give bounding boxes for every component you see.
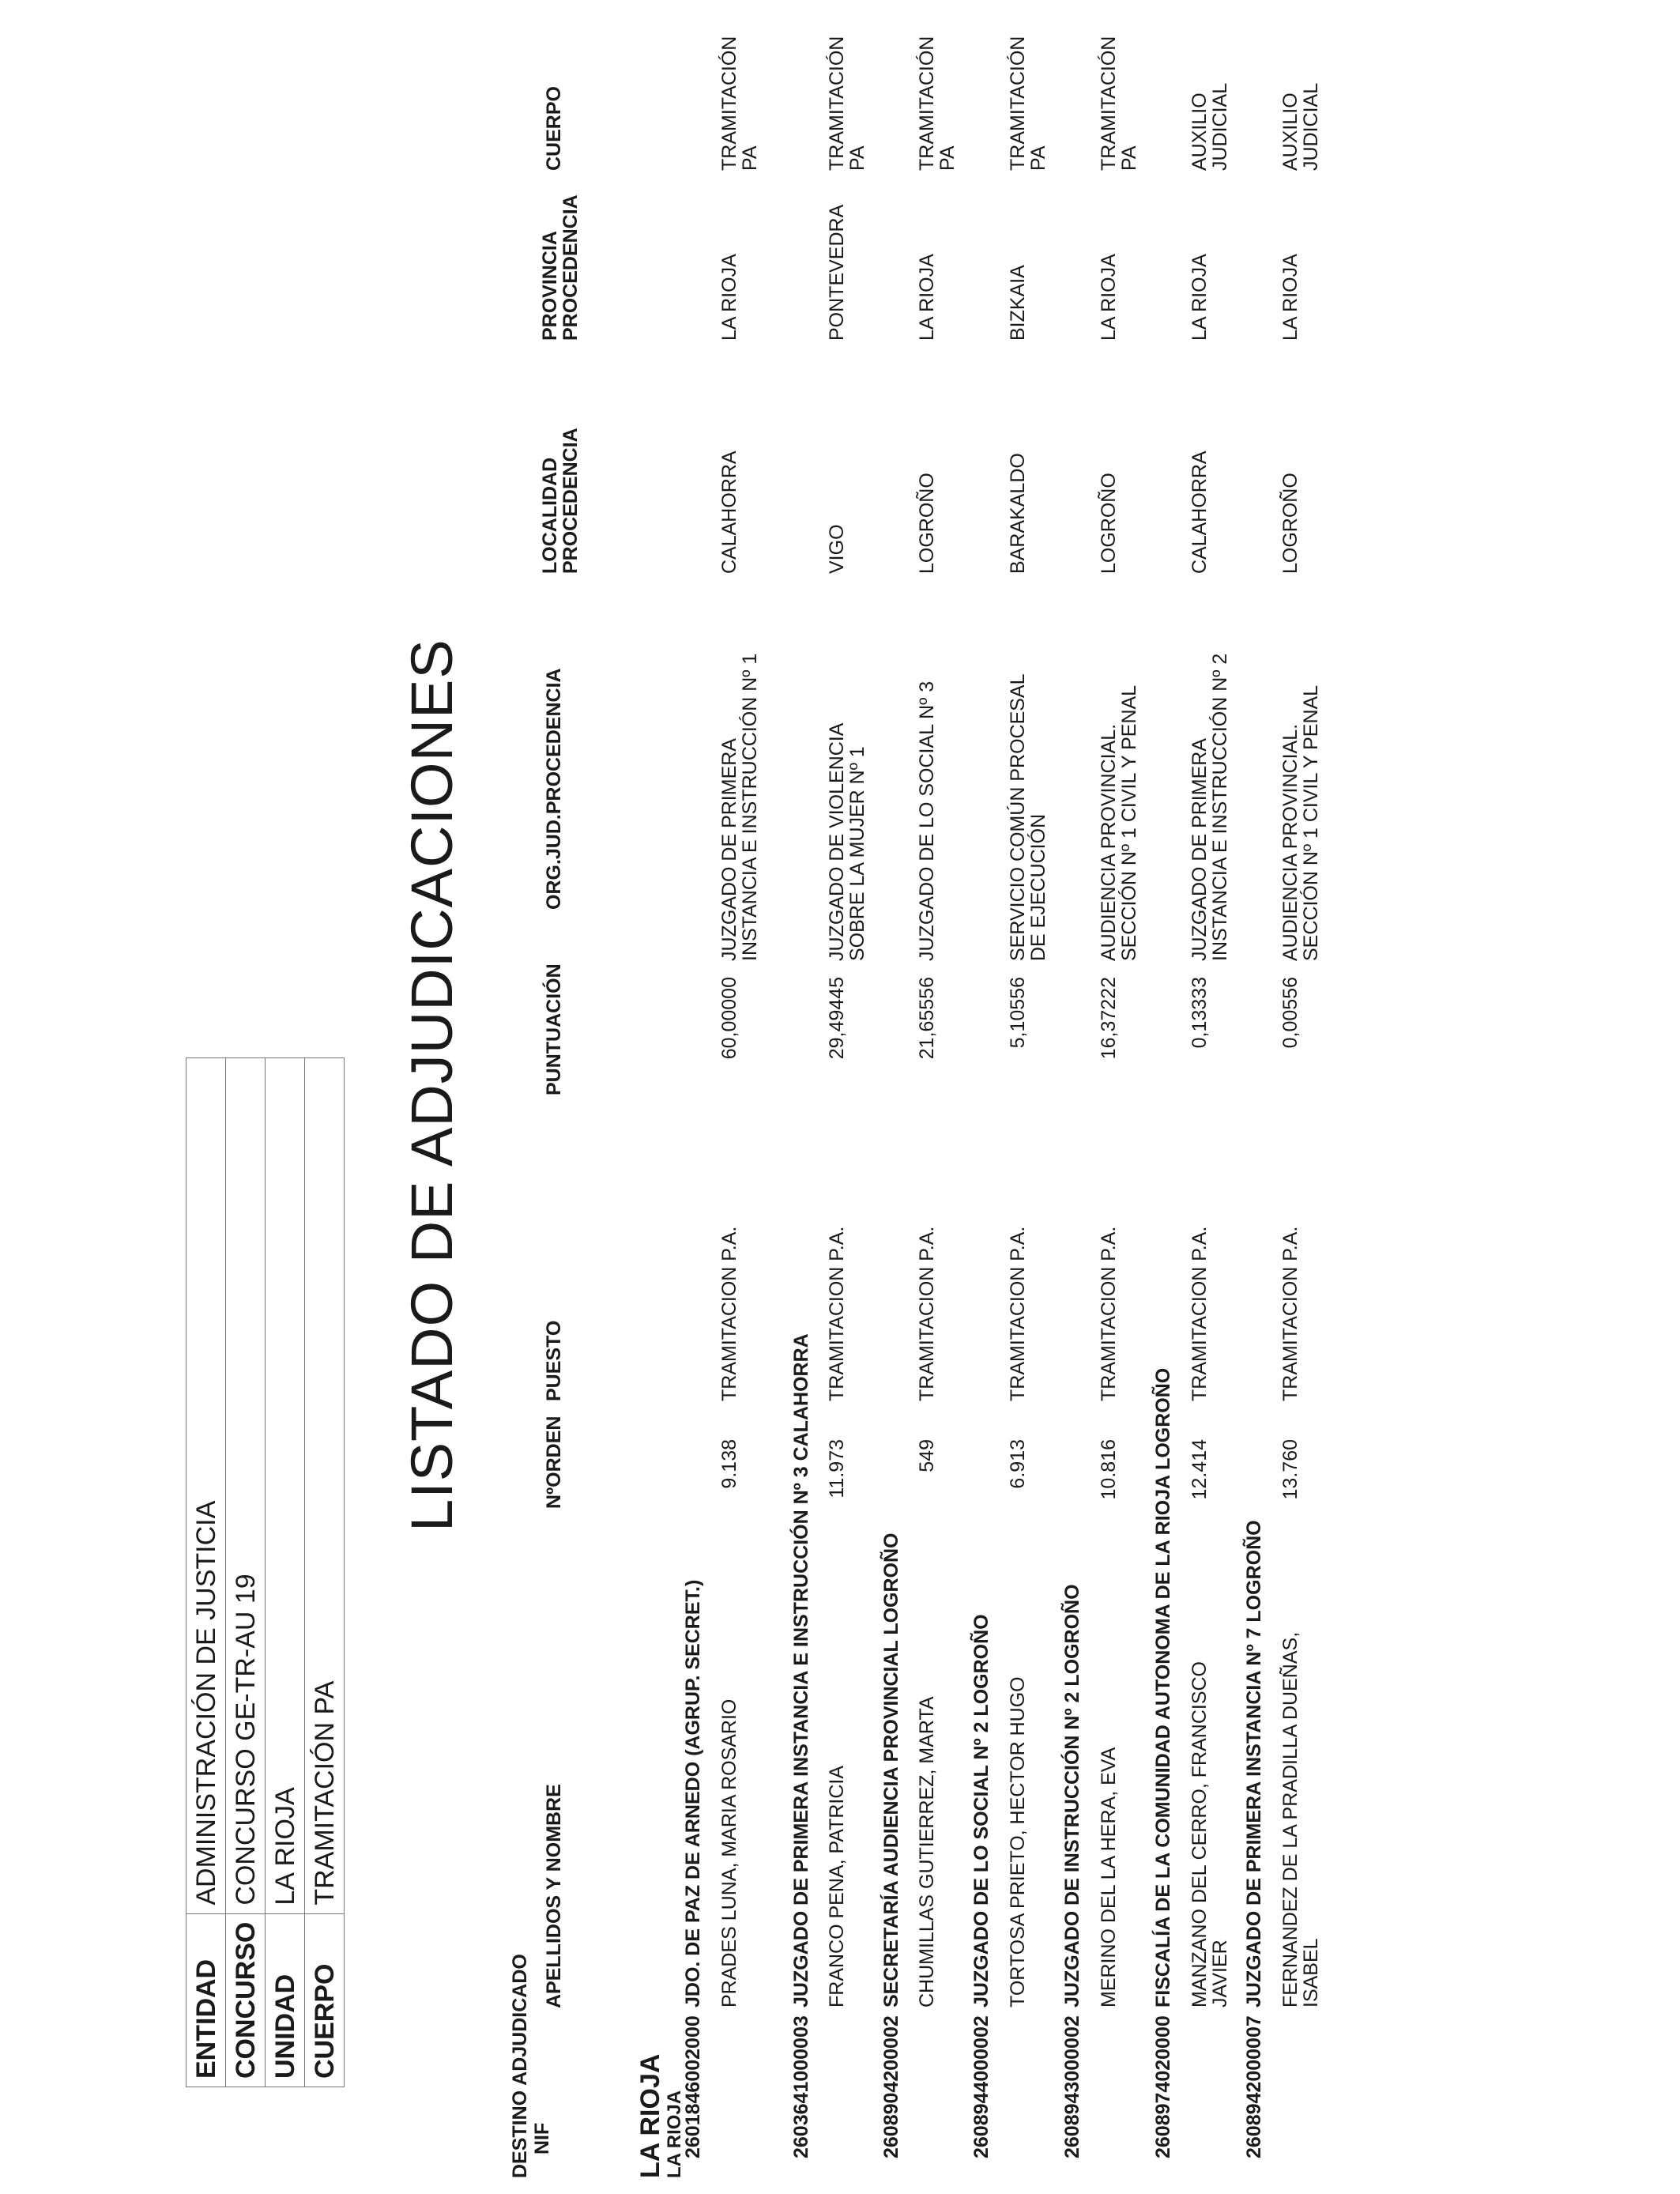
header-info-table [186, 1057, 345, 2087]
group-cuerpo-line2: JUDICIAL [1300, 82, 1323, 171]
group-cuerpo-line2: PA [1027, 145, 1050, 171]
group-org-line1: JUZGADO DE PRIMERA [1188, 738, 1211, 961]
group-destination: JUZGADO DE PRIMERA INSTANCIA Nº 7 LOGROÑO [1243, 1520, 1265, 2007]
group-provincia: LA RIOJA [1279, 254, 1301, 341]
group-puntuacion: 0,13333 [1188, 977, 1211, 1049]
group-puesto: TRAMITACION P.A. [1279, 1226, 1301, 1401]
group-localidad: LOGROÑO [1279, 473, 1301, 574]
group-cuerpo [1008, 36, 1049, 171]
group-cuerpo [719, 36, 761, 171]
col-localidad-line1: LOCALIDAD [539, 457, 561, 574]
group-localidad: BARAKALDO [1007, 453, 1029, 574]
group-provincia: LA RIOJA [718, 254, 740, 341]
group-org-line1: SERVICIO COMÚN PROCESAL [1007, 673, 1029, 961]
group-org-line2: SOBRE LA MUJER Nº 1 [846, 746, 869, 961]
col-destino-adjudicado: DESTINO ADJUDICADO [509, 1954, 531, 2178]
col-org-jud-procedencia: ORG.JUD.PROCEDENCIA [543, 668, 565, 910]
group-cuerpo-line1: TRAMITACIÓN [916, 36, 938, 171]
col-puntuacion: PUNTUACIÓN [543, 963, 565, 1095]
group-code: 2608944000002 [970, 2015, 993, 2158]
group-cuerpo-line1: TRAMITACIÓN [1007, 36, 1029, 171]
group-org-line1: AUDIENCIA PROVINCIAL. [1279, 723, 1301, 961]
group-code: 2608943000002 [1061, 2015, 1083, 2158]
group-norden: 9.138 [718, 1439, 740, 1489]
entidad-label: ENTIDAD [186, 1913, 226, 2087]
group-cuerpo-line1: AUXILIO [1279, 92, 1301, 171]
group-localidad: CALAHORRA [1188, 450, 1211, 574]
group-org-line2: SECCIÓN Nº 1 CIVIL Y PENAL [1118, 684, 1141, 961]
group-localidad: LOGROÑO [916, 473, 938, 574]
group-norden: 13.760 [1279, 1439, 1301, 1500]
group-cuerpo-line1: AUXILIO [1188, 92, 1211, 171]
group-puntuacion: 5,10556 [1007, 977, 1029, 1049]
group-org [1189, 654, 1231, 961]
group-name-line2: JAVIER [1209, 1940, 1232, 2007]
group-org-line2: INSTANCIA E INSTRUCCIÓN Nº 2 [1209, 653, 1232, 961]
col-provincia-line1: PROVINCIA [539, 231, 561, 341]
group-puesto: TRAMITACION P.A. [826, 1226, 848, 1401]
group-name: TORTOSA PRIETO, HECTOR HUGO [1007, 1676, 1029, 2007]
group-provincia: LA RIOJA [1188, 254, 1211, 341]
unidad-label: UNIDAD [266, 1913, 305, 2087]
group-puntuacion: 29,49445 [826, 977, 848, 1060]
group-cuerpo [1098, 36, 1140, 171]
group-puesto: TRAMITACION P.A. [718, 1226, 740, 1401]
group-cuerpo-line2: PA [1118, 145, 1141, 171]
group-localidad: VIGO [826, 524, 848, 574]
group-org [719, 654, 761, 961]
cuerpo-label: CUERPO [305, 1913, 345, 2087]
col-norden: NºORDEN [543, 1416, 565, 1509]
group-norden: 10.816 [1098, 1439, 1120, 1500]
group-org-line2: INSTANCIA E INSTRUCCIÓN Nº 1 [739, 653, 762, 961]
cuerpo-value: TRAMITACIÓN PA [305, 1057, 345, 1913]
group-code: 2608942000007 [1243, 2015, 1265, 2158]
group-org-line2: SECCIÓN Nº 1 CIVIL Y PENAL [1300, 684, 1323, 961]
group-destination: JUZGADO DE INSTRUCCIÓN Nº 2 LOGROÑO [1061, 1584, 1083, 2007]
group-org-line1: JUZGADO DE PRIMERA [718, 738, 740, 961]
group-norden: 11.973 [826, 1439, 848, 1498]
group-org-line2: DE EJECUCIÓN [1027, 813, 1050, 961]
group-name-line2: ISABEL [1300, 1938, 1323, 2007]
group-code: 2601846002000 [682, 2015, 704, 2158]
group-org-line1: JUZGADO DE VIOLENCIA [826, 722, 848, 961]
col-apellidos: APELLIDOS Y NOMBRE [543, 1784, 565, 2008]
col-cuerpo: CUERPO [543, 86, 565, 171]
group-cuerpo [1189, 83, 1231, 171]
col-nif: NIF [531, 2122, 553, 2154]
group-cuerpo-line1: TRAMITACIÓN [1098, 36, 1120, 171]
group-name: PRADES LUNA, MARIA ROSARIO [718, 1698, 740, 2007]
entidad-value: ADMINISTRACIÓN DE JUSTICIA [186, 1057, 226, 1913]
group-org [1008, 673, 1049, 961]
col-localidad-line2: PROCEDENCIA [559, 428, 582, 574]
group-cuerpo [1280, 83, 1322, 171]
group-cuerpo-line1: TRAMITACIÓN [826, 36, 848, 171]
group-cuerpo-line2: PA [846, 145, 869, 171]
group-puesto: TRAMITACION P.A. [1098, 1226, 1120, 1401]
group-localidad: LOGROÑO [1098, 473, 1120, 574]
group-puesto: TRAMITACION P.A. [1188, 1226, 1211, 1401]
group-destination: FISCALÍA DE LA COMUNIDAD AUTONOMA DE LA RIOJA LOGROÑO [1152, 1367, 1174, 2007]
group-code: 2608904200002 [880, 2015, 902, 2158]
group-name [1280, 1632, 1322, 2007]
group-puntuacion: 0,00556 [1279, 977, 1301, 1049]
group-cuerpo-line2: JUDICIAL [1209, 82, 1232, 171]
group-norden: 12.414 [1188, 1439, 1211, 1500]
group-destination: JUZGADO DE PRIMERA INSTANCIA E INSTRUCCIÓN Nº 3 CALAHORRA [790, 1333, 812, 2007]
group-cuerpo-line2: PA [936, 145, 959, 171]
concurso-value: CONCURSO GE-TR-AU 19 [226, 1057, 266, 1913]
col-puesto: PUESTO [543, 1320, 565, 1401]
col-localidad-procedencia [540, 428, 582, 574]
col-provincia-procedencia [540, 194, 582, 341]
group-cuerpo [827, 36, 868, 171]
group-cuerpo [917, 36, 959, 171]
group-localidad: CALAHORRA [718, 450, 740, 574]
concurso-label: CONCURSO [226, 1913, 266, 2087]
group-cuerpo-line1: TRAMITACIÓN [718, 36, 740, 171]
group-provincia: BIZKAIA [1007, 265, 1029, 341]
group-name-line1: MANZANO DEL CERRO, FRANCISCO [1188, 1661, 1211, 2007]
group-destination: SECRETARÍA AUDIENCIA PROVINCIAL LOGROÑO [880, 1532, 902, 2007]
group-org [1280, 685, 1322, 961]
region-title: LA RIOJA [635, 2053, 665, 2178]
group-org [1098, 685, 1140, 961]
group-destination: JUZGADO DE LO SOCIAL Nº 2 LOGROÑO [970, 1614, 993, 2007]
group-name-line1: FERNANDEZ DE LA PRADILLA DUEÑAS, [1279, 1631, 1301, 2007]
group-destination: JDO. DE PAZ DE ARNEDO (AGRUP. SECRET.) [682, 1579, 704, 2007]
group-puntuacion: 16,37222 [1098, 977, 1120, 1060]
subregion-title: LA RIOJA [664, 2090, 685, 2178]
group-org [917, 681, 937, 961]
group-puesto: TRAMITACION P.A. [1007, 1226, 1029, 1401]
group-name: MERINO DEL LA HERA, EVA [1098, 1747, 1120, 2007]
group-puntuacion: 21,65556 [916, 977, 938, 1060]
group-org [827, 723, 868, 961]
group-name: CHUMILLAS GUTIERREZ, MARTA [916, 1696, 938, 2007]
group-org-line1: JUZGADO DE LO SOCIAL Nº 3 [916, 680, 938, 961]
group-provincia: PONTEVEDRA [826, 204, 848, 341]
group-cuerpo-line2: PA [739, 145, 762, 171]
group-name: FRANCO PENA, PATRICIA [826, 1765, 848, 2007]
group-norden: 6.913 [1007, 1439, 1029, 1489]
group-code: 2608974020000 [1152, 2015, 1174, 2158]
group-norden: 549 [916, 1439, 938, 1472]
group-provincia: LA RIOJA [916, 254, 938, 341]
unidad-value: LA RIOJA [266, 1057, 305, 1913]
group-puesto: TRAMITACION P.A. [916, 1226, 938, 1401]
group-provincia: LA RIOJA [1098, 254, 1120, 341]
page-title: LISTADO DE ADJUDICACIONES [399, 639, 465, 1532]
group-name [1189, 1661, 1231, 2007]
group-code: 2603641000003 [790, 2015, 812, 2158]
col-provincia-line2: PROCEDENCIA [559, 194, 582, 341]
group-org-line1: AUDIENCIA PROVINCIAL. [1098, 723, 1120, 961]
group-puntuacion: 60,00000 [718, 977, 740, 1060]
